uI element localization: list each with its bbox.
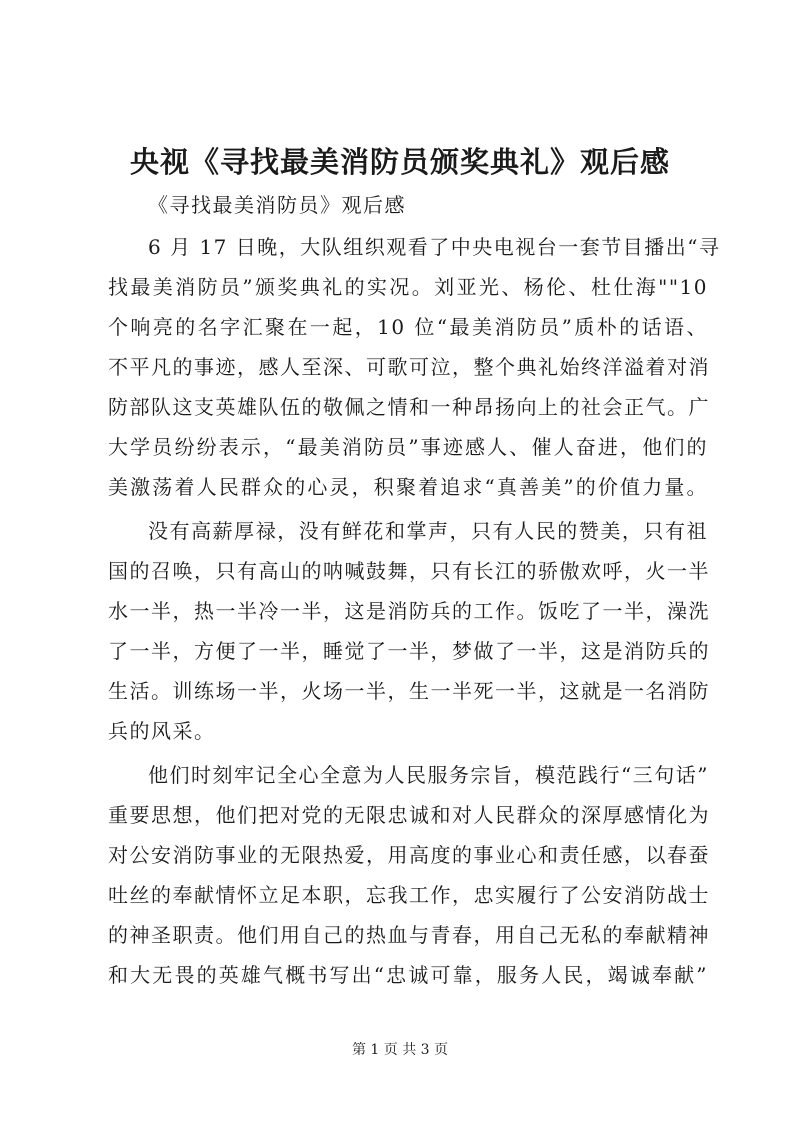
paragraph-line: 水一半，热一半冷一半，这是消防兵的工作。饭吃了一半，澡洗 bbox=[108, 599, 710, 623]
document-title: 央视《寻找最美消防员颁奖典礼》观后感 bbox=[129, 145, 670, 179]
paragraph-line: 对公安消防事业的无限热爱，用高度的事业心和责任感，以春蚕 bbox=[108, 843, 710, 867]
paragraph-line: 他们时刻牢记全心全意为人民服务宗旨，模范践行“三句话” bbox=[148, 763, 709, 787]
paragraph-line: 了一半，方便了一半，睡觉了一半，梦做了一半，这是消防兵的 bbox=[108, 639, 710, 663]
paragraph-line: 6 月 17 日晚，大队组织观看了中央电视台一套节目播出“寻 bbox=[148, 235, 721, 259]
paragraph-line: 防部队这支英雄队伍的敬佩之情和一种昂扬向上的社会正气。广 bbox=[108, 395, 710, 419]
paragraph-line: 兵的风采。 bbox=[108, 719, 216, 743]
paragraph-line: 个响亮的名字汇聚在一起，10 位“最美消防员”质朴的话语、 bbox=[108, 315, 708, 339]
paragraph-line: 生活。训练场一半，火场一半，生一半死一半，这就是一名消防 bbox=[108, 679, 710, 703]
paragraph-line: 美激荡着人民群众的心灵，积聚着追求“真善美”的价值力量。 bbox=[108, 475, 708, 499]
paragraph-line: 没有高薪厚禄，没有鲜花和掌声，只有人民的赞美，只有祖 bbox=[148, 519, 708, 543]
paragraph-line: 找最美消防员”颁奖典礼的实况。刘亚光、杨伦、杜仕海""10 bbox=[108, 275, 708, 299]
paragraph-line: 的神圣职责。他们用自己的热血与青春，用自己无私的奉献精神 bbox=[108, 923, 710, 947]
paragraph-line: 大学员纷纷表示，“最美消防员”事迹感人、催人奋进，他们的 bbox=[108, 435, 708, 459]
paragraph-line: 国的召唤，只有高山的呐喊鼓舞，只有长江的骄傲欢呼，火一半 bbox=[108, 559, 710, 583]
paragraph-line: 不平凡的事迹，感人至深、可歌可泣，整个典礼始终洋溢着对消 bbox=[108, 355, 710, 379]
page-number-footer: 第 1 页 共 3 页 bbox=[351, 1042, 449, 1058]
paragraph-line: 和大无畏的英雄气概书写出“忠诚可靠，服务人民，竭诚奉献” bbox=[108, 963, 708, 987]
paragraph-line: 吐丝的奉献情怀立足本职，忘我工作，忠实履行了公安消防战士 bbox=[108, 883, 710, 907]
paragraph-line: 重要思想，他们把对党的无限忠诚和对人民群众的深厚感情化为 bbox=[108, 803, 710, 827]
subtitle-line: 《寻找最美消防员》观后感 bbox=[148, 193, 406, 217]
